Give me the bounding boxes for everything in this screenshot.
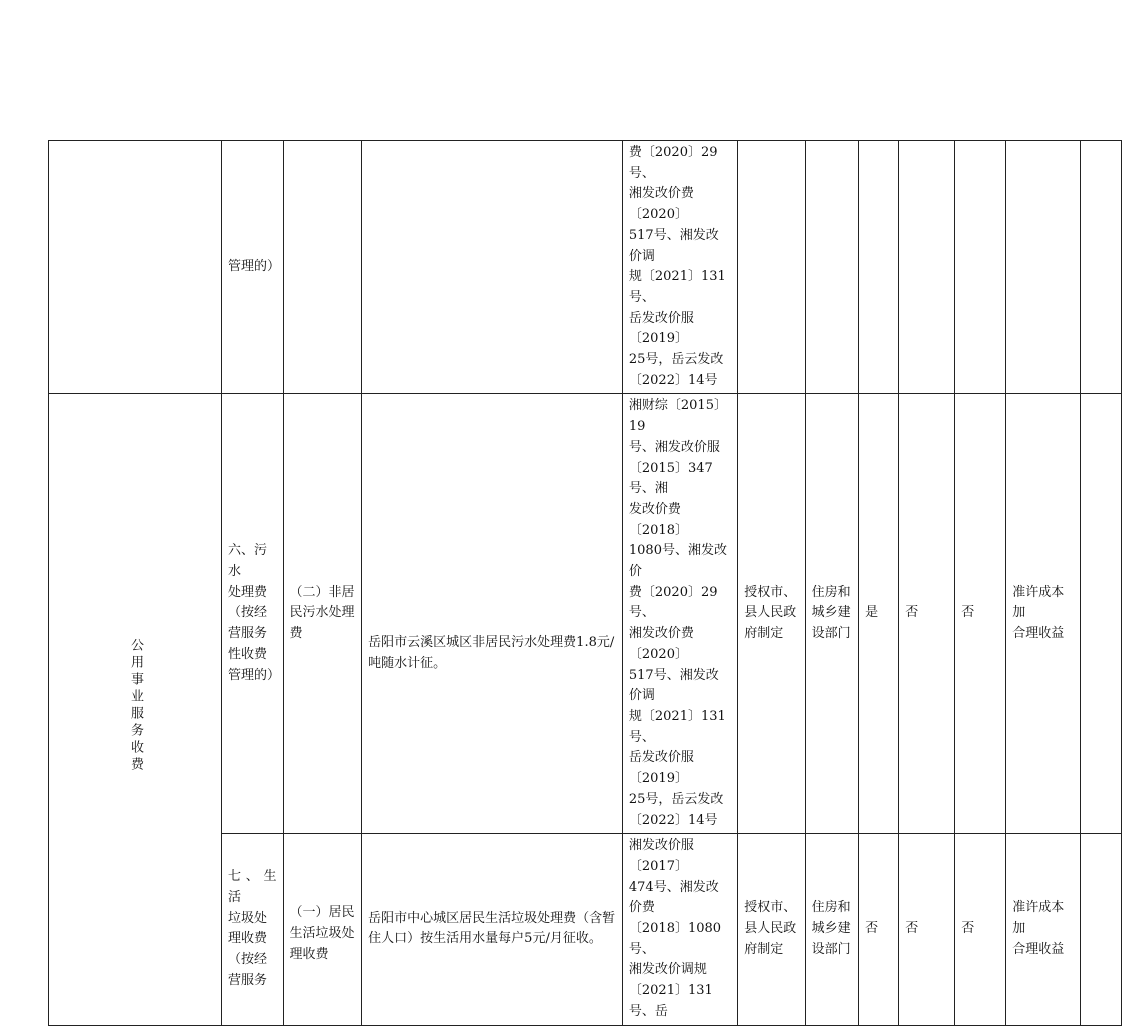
note-cell (1081, 394, 1122, 834)
col9-cell: 否 (955, 394, 1006, 834)
subitem-cell (283, 141, 362, 394)
note-cell (1081, 141, 1122, 394)
method-cell (1006, 141, 1081, 394)
col9-cell: 否 (955, 834, 1006, 1025)
col8-cell (899, 141, 955, 394)
category-label: 公用事业服务收费 (128, 637, 143, 774)
method-cell: 准许成本加 合理收益 (1006, 394, 1081, 834)
item-cell: 七、生活 垃圾处 理收费 （按经 营服务 (222, 834, 284, 1025)
item-cell: 六、污水 处理费 （按经 营服务 性收费 管理的） (222, 394, 284, 834)
col8-cell: 否 (899, 834, 955, 1025)
col9-cell (955, 141, 1006, 394)
category-cell-continued (49, 141, 222, 394)
department-cell: 住房和 城乡建 设部门 (805, 834, 859, 1025)
standard-cell: 岳阳市云溪区城区非居民污水处理费1.8元/吨随水计征。 (362, 394, 623, 834)
subitem-cell: （二）非居 民污水处理 费 (283, 394, 362, 834)
authority-cell (738, 141, 805, 394)
authority-cell: 授权市、 县人民政 府制定 (738, 834, 805, 1025)
basis-cell: 湘财综〔2015〕19 号、湘发改价服 〔2015〕347号、湘 发改价费〔2018〕 1080号、湘发改价 费〔2020〕29号、 湘发改价费〔2020〕 517号、湘发改价调 规〔2021〕131号、 岳发改价服〔2019〕 25号，岳云发改 〔2022〕14号 (622, 394, 737, 834)
standard-cell (362, 141, 623, 394)
col7-cell (859, 141, 899, 394)
note-cell (1081, 834, 1122, 1025)
subitem-cell: （一）居民 生活垃圾处 理收费 (283, 834, 362, 1025)
fee-table (48, 140, 1122, 1026)
item-cell: 管理的） (222, 141, 284, 394)
basis-cell: 湘发改价服〔2017〕 474号、湘发改价费 〔2018〕1080号、 湘发改价调规 〔2021〕131号、岳 (622, 834, 737, 1025)
table-row (49, 141, 1122, 394)
col7-cell: 是 (859, 394, 899, 834)
category-cell (49, 394, 222, 1025)
basis-cell: 费〔2020〕29号、 湘发改价费〔2020〕 517号、湘发改价调 规〔2021〕131号、 岳发改价服〔2019〕 25号，岳云发改 〔2022〕14号 (622, 141, 737, 394)
department-cell (805, 141, 859, 394)
standard-cell: 岳阳市中心城区居民生活垃圾处理费（含暂住人口）按生活用水量每户5元/月征收。 (362, 834, 623, 1025)
department-cell: 住房和 城乡建 设部门 (805, 394, 859, 834)
col8-cell: 否 (899, 394, 955, 834)
col7-cell: 否 (859, 834, 899, 1025)
method-cell: 准许成本加 合理收益 (1006, 834, 1081, 1025)
table-row (49, 394, 1122, 834)
authority-cell: 授权市、 县人民政 府制定 (738, 394, 805, 834)
